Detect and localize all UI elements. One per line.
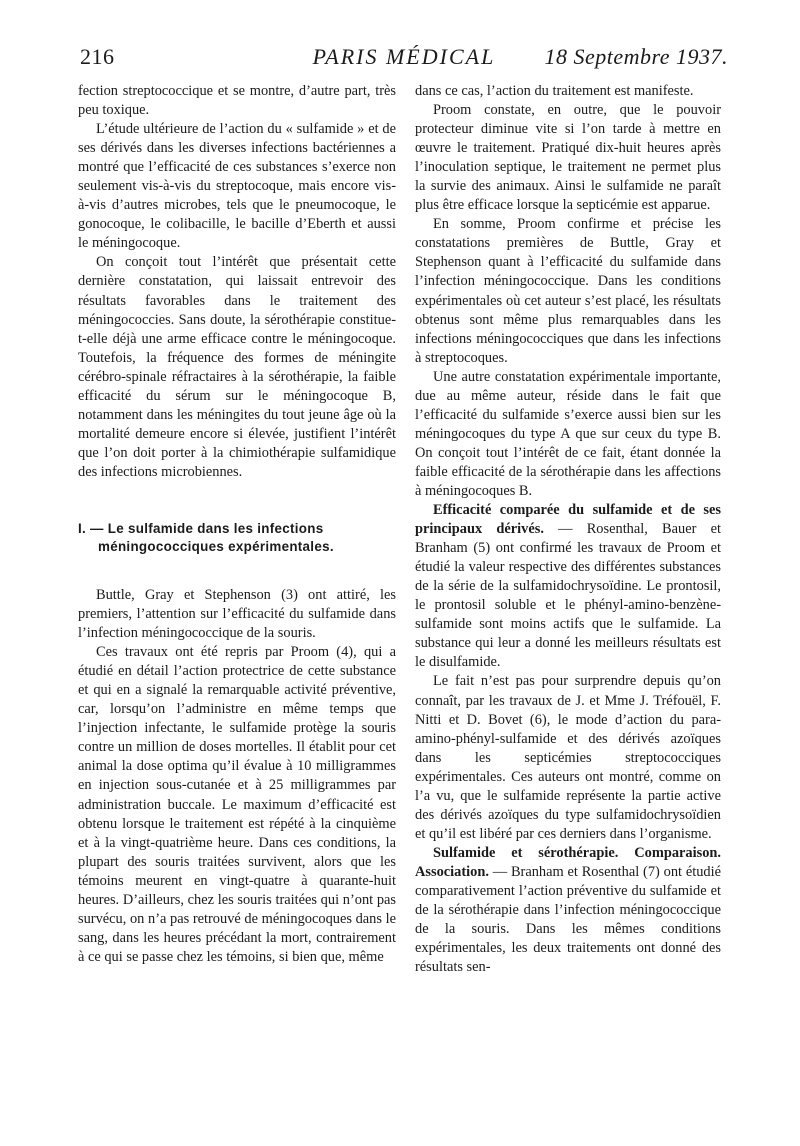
paragraph-body: — Rosenthal, Bauer et Branham (5) ont confirmé les travaux de Proom et étudié la valeur respective des différentes substances de la série de la sulfamidochrysoïdine. Le prontosil, le prontosil soluble et le phényl-amino-benzène-sulfamide sont moins actifs que le sulfamide. La substance qui leur a donné les meilleurs résultats est le disulfamide. — [415, 521, 721, 671]
section-heading-line: I. — Le sulfamide dans les infections — [78, 520, 324, 536]
right-column — [415, 82, 721, 977]
section-heading — [78, 520, 396, 556]
paragraph: On conçoit tout l’intérêt que présentait cette dernière constatation, qui laissait entrevoir des résultats favorables dans le traitement des méningococcies. Sans doute, la sérothérapie constitue-t-elle déjà une arme efficace contre le méningocoque. Toutefois, la fréquence des formes de méningite cérébro-spinale réfractaires à la sérothérapie, la faible efficacité du sérum sur le méningocoque B, notamment dans les méningites du tout jeune âge où la mortalité demeure encore si élevée, justifient l’intérêt que l’on doit porter à la chimiothérapie sulfamidique des infections microbiennes. — [78, 254, 396, 480]
paragraph: En somme, Proom confirme et précise les constatations premières de Buttle, Gray et Stephenson quant à l’efficacité du sulfamide dans l’infection méningococcique. Dans les conditions expérimentales où cet auteur s’est placé, les résultats obtenus sont même plus remarquables dans les infections méningococciques que dans les infections à streptocoques. — [415, 216, 721, 366]
running-header — [80, 44, 728, 80]
section-heading-line: méningococciques expérimentales. — [98, 538, 334, 554]
paragraph: L’étude ultérieure de l’action du « sulfamide » et de ses dérivés dans les diverses infections bactériennes a montré que l’efficacité de ces substances s’exerce non seulement vis-à-vis du streptocoque, mais encore vis-à-vis d’autres microbes, tels que le pneumocoque, le gonocoque, le colibacille, le bacille d’Eberth et aussi le méningocoque. — [78, 121, 396, 252]
subheading: Sulfamide et sérothérapie. Comparaison. Association. — [415, 844, 721, 880]
paragraph — [415, 844, 721, 977]
subheading: Efficacité comparée du sulfamide et de ses principaux dérivés. — [415, 502, 721, 538]
paragraph: Buttle, Gray et Stephenson (3) ont attiré, les premiers, l’attention sur l’efficacité du sulfamide dans l’infection méningococcique de la souris. — [78, 586, 396, 642]
paragraph — [415, 501, 721, 672]
page-number: 216 — [80, 44, 115, 69]
paragraph: Une autre constatation expérimentale importante, due au même auteur, réside dans le fait que l’efficacité du sulfamide s’exerce aussi bien sur les méningocoques du type A que sur ceux du type B. On conçoit tout l’intérêt de ce fait, étant donnée la faible efficacité de la sérothérapie dans les affections à méningocoques B. — [415, 368, 721, 499]
left-column — [78, 82, 396, 967]
paragraph: Le fait n’est pas pour surprendre depuis qu’on connaît, par les travaux de J. et Mme J. Tréfouël, F. Nitti et D. Bovet (6), le mode d’action du para-amino-phényl-sulfamide et des dérivés azoïques dans les septicémies streptococciques expérimentales. Ces auteurs ont montré, comme on l’a vu, que le sulfamide représente la partie active des dérivés azoïques du type sulfamidochrysoïdien et qu’il est libéré par ces derniers dans l’organisme. — [415, 673, 721, 842]
journal-title: PARIS MÉDICAL — [312, 44, 496, 69]
paragraph: Proom constate, en outre, que le pouvoir protecteur diminue vite si l’on tarde à mettre en œuvre le traitement. Pratiqué dix-huit heures après l’inoculation septique, le traitement ne permet plus la survie des animaux. Ainsi le sulfamide ne paraît plus être efficace lorsque la septicémie est apparue. — [415, 102, 721, 214]
paragraph-body: — Branham et Rosenthal (7) ont étudié comparativement l’action préventive du sulfamide et de la sérothérapie dans l’infection méningococcique de la souris. Dans les mêmes conditions expérimentales, les deux traitements ont donné des résultats sen- — [415, 863, 721, 976]
paragraph: Ces travaux ont été repris par Proom (4), qui a étudié en détail l’action protectrice de cette substance et qui en a signalé la remarquable activité préventive, car, lorsqu’on l’administre en même temps que l’injection infectante, le sulfamide protège la souris contre un million de doses mortelles. Il établit pour cet animal la dose optima qu’il évalue à 10 milligrammes en injection sous-cutanée et à 25 milligrammes par administration buccale. Le maximum d’efficacité est obtenu lorsque le traitement est répété à la cinquième et à la vingt-quatrième heure. Dans ces conditions, la plupart des souris traitées survivent, alors que les témoins meurent en vingt-quatre à quarante-huit heures. D’ailleurs, chez les souris traitées qui n’ont pas survécu, on n’a pas retrouvé de méningocoques dans le sang, dans les heures précédant la mort, contrairement à ce qui se passe chez les témoins, si bien que, même — [78, 644, 396, 965]
issue-date: 18 Septembre 1937. — [544, 44, 728, 69]
paragraph: fection streptococcique et se montre, d’autre part, très peu toxique. — [78, 83, 396, 119]
paragraph: dans ce cas, l’action du traitement est manifeste. — [415, 83, 694, 99]
